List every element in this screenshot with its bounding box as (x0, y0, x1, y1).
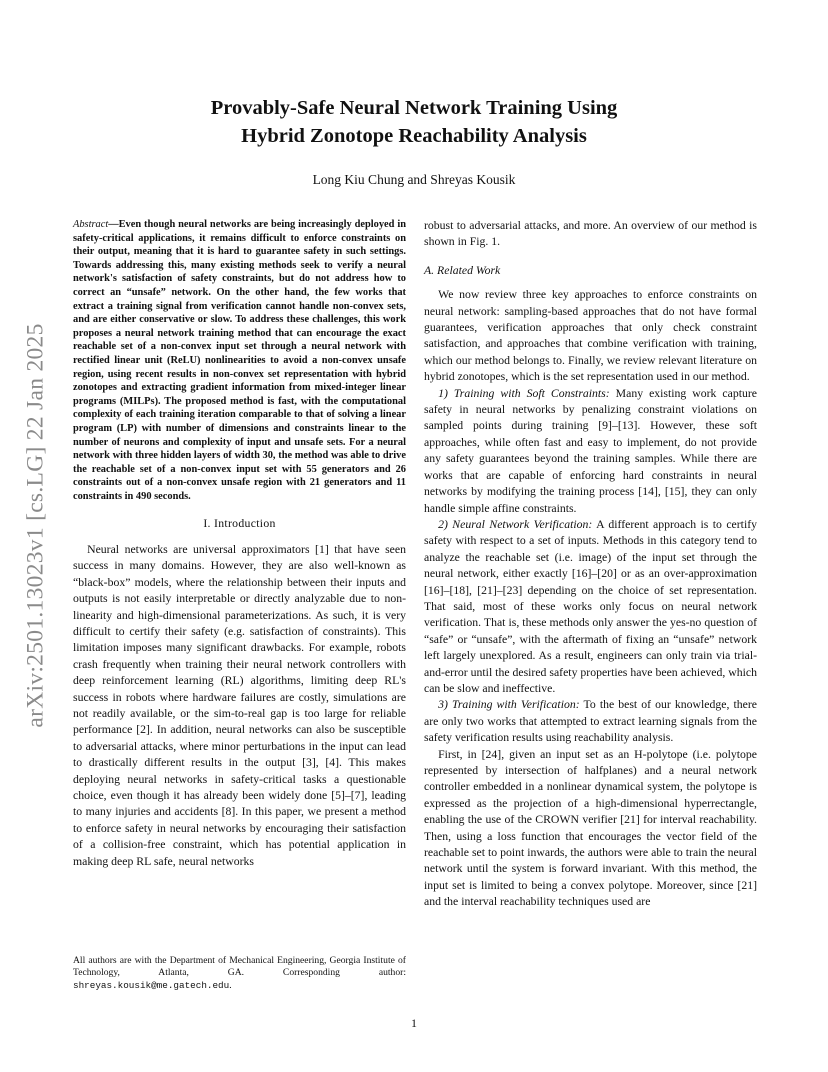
paragraph-soft-constraints (424, 386, 757, 517)
left-column (73, 218, 406, 870)
right-column (424, 218, 757, 911)
subsection-heading-related-work: A. Related Work (424, 263, 501, 277)
paragraph-soft-heading: 1) Training with Soft Constraints: (438, 386, 610, 400)
paragraph-verification (424, 517, 757, 697)
arxiv-identifier-text: arXiv:2501.13023v1 [cs.LG] 22 Jan 2025 (22, 322, 49, 728)
paragraph-training-heading: 3) Training with Verification: (438, 698, 580, 712)
footnote-text: All authors are with the Department of Mechanical Engineering, Georgia Institute of Technology, Atlanta, GA. Corresponding author: (73, 955, 406, 979)
title-line-1: Provably-Safe Neural Network Training Using (210, 97, 618, 119)
continuation-paragraph: robust to adversarial attacks, and more. An overview of our method is shown in Fig. 1. (424, 219, 757, 249)
author-list: Long Kiu Chung and Shreyas Kousik (312, 172, 516, 187)
title-line-2: Hybrid Zonotope Reachability Analysis (241, 125, 587, 147)
paragraph-soft-body: Many existing work capture safety in neural networks by penalizing constraint violations on sampled points during training [9]–[13]. However, these soft approaches, while often fast and easy to implement, do not provide any safety guarantees beyond the training samples. While there are works that are capable of enforcing hard constraints in neural networks by modifying the training process [14], [15], they can only handle simple affine constraints. (424, 386, 757, 515)
abstract (73, 218, 406, 503)
section-heading-introduction: I. Introduction (203, 517, 276, 531)
arxiv-identifier-stamp (10, 290, 62, 760)
intro-paragraph: Neural networks are universal approximators [1] that have seen success in many domains. However, they are also well-known as “black-box” models, where the relationship between their inputs and outputs is not easily interpretable or directly analyzable due to non-linearity and high-dimensional parameterizations. As such, it is very difficult to certify their safety (e.g. satisfaction of constraints). This limitation imposes many significant drawbacks. For example, robots crash frequently when training their neural network controllers with deep reinforcement learning (RL) algorithms, limiting deep RL's success in robots where hardware failures are costly, simulations are not readily available, or the sim-to-real gap is too large for reliable performance [2]. In addition, neural networks can also be susceptible to adversarial attacks, where minor perturbations in the input can lead to drastically different results in the output [3], [4]. This makes deploying neural networks in safety-critical tasks a questionable choice, even though it has already been widely done [5]–[7], leading to many injuries and accidents [8]. In this paper, we present a method to enforce safety in neural networks by encouraging their satisfaction of a collision-free constraint, which has potential application in making deep RL safe, neural networks (73, 542, 406, 868)
abstract-text: —Even though neural networks are being increasingly deployed in safety-critical applications, it remains difficult to enforce constraints on their output, meaning that it is hard to guarantee safety in such settings. Towards addressing this, many existing methods seek to verify a neural network's satisfaction of safety constraints, but do not address how to correct an “unsafe” network. On the other hand, the few works that extract a training signal from verification cannot handle non-convex sets, and are either conservative or slow. To address these challenges, this work proposes a neural network training method that can encourage the exact reachable set of a non-convex input set through a neural network with rectified linear unit (ReLU) nonlinearities to avoid a non-convex unsafe region, using recent results in non-convex set representation with hybrid zonotopes and extracting gradient information from mixed-integer linear programs (MILPs). The proposed method is fast, with the computational complexity of each training iteration comparable to that of solving a linear program (LP) with number of dimensions and constraints linear to the number of neurons and complexity of input and unsafe sets. For a neural network with three hidden layers of width 30, the method was able to drive the reachable set of a non-convex input set with 55 generators and 26 constraints out of a non-convex unsafe region with 21 generators and 11 constraints in 490 seconds. (73, 219, 406, 502)
corresponding-email: shreyas.kousik@me.gatech.edu (73, 979, 230, 991)
paragraph-verification-heading: 2) Neural Network Verification: (438, 517, 593, 531)
abstract-lead: Abstract (73, 219, 109, 230)
related-work-intro: We now review three key approaches to enforce constraints on neural network: sampling-based approaches that do not have formal guarantees, verification approaches that only check constraint satisfaction, and approaches that combine verification with training, which our method belongs to. Finally, we review relevant literature on hybrid zonotopes, which is the set representation used in our method. (424, 288, 757, 384)
footnote (73, 955, 406, 992)
footnote-end: . (229, 979, 232, 991)
page-number: 1 (411, 1016, 417, 1030)
paragraph-training-body: To the best of our knowledge, there are only two works that attempted to extract learning signals from the safety verification results using reachability analysis. (424, 698, 757, 745)
paragraph-training-with-verification (424, 697, 757, 746)
paper-title (0, 94, 828, 150)
paragraph-verification-body: A different approach is to certify safety with respect to a set of inputs. Methods in this category tend to analyze the reachable set (i.e. image) of the input set through the neural network, either exactly [16]–[20] or as an over-approximation [16]–[18], [21]–[23] depending on the choice of set representation. That said, most of these works only focus on neural network verification. That is, these methods only answer the yes-no question of “safe” or “unsafe”, with the aftermath of fixing an “unsafe” network left largely unexplored. As a result, engineers can only train via trial-and-error until the desired safety properties have been achieved, which can be slow and ineffective. (424, 517, 757, 695)
paragraph-first-work: First, in [24], given an input set as an H-polytope (i.e. polytope represented by intersection of halfplanes) and a neural network controller embedded in a nonlinear dynamical system, the polytope is expressed as the projection of a high-dimensional hyperrectangle, enabling the use of the CROWN verifier [21] for interval reachability. Then, using a loss function that encourages the vector field of the reachable set to point inwards, the authors were able to train the neural network until the system is forward invariant. With this method, the input set is limited to being a convex polytope. Moreover, since [21] and the interval reachability techniques used are (424, 747, 757, 909)
